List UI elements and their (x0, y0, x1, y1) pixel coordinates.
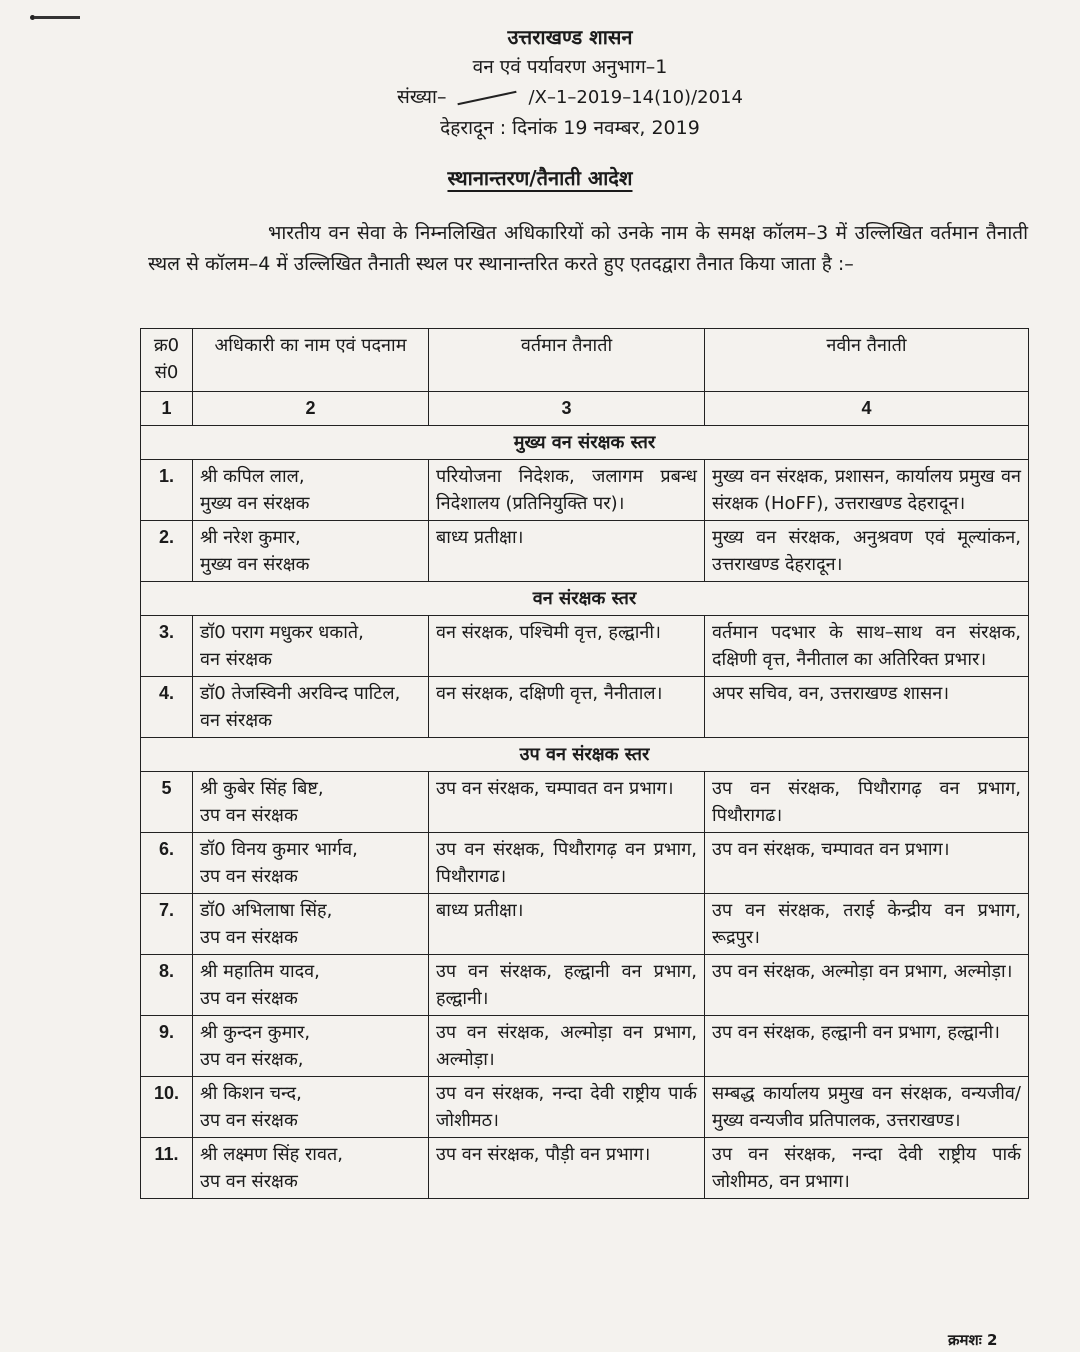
officer-designation: उप वन संरक्षक, (200, 1049, 304, 1070)
row-current-posting: उप वन संरक्षक, पिथौरागढ़ वन प्रभाग, पिथौरागढ। (429, 833, 705, 894)
row-sn: 1. (141, 460, 193, 521)
department-name: वन एवं पर्यावरण अनुभाग–1 (472, 56, 668, 78)
table-row (141, 894, 1029, 955)
row-officer (193, 1138, 429, 1199)
row-officer (193, 833, 429, 894)
officer-designation: उप वन संरक्षक (200, 988, 298, 1009)
header-name: अधिकारी का नाम एवं पदनाम (193, 329, 429, 392)
row-sn: 10. (141, 1077, 193, 1138)
row-new-posting: सम्बद्ध कार्यालय प्रमुख वन संरक्षक, वन्यजीव/मुख्य वन्यजीव प्रतिपालक, उत्तराखण्ड। (705, 1077, 1029, 1138)
officer-name: श्री लक्ष्मण सिंह रावत, (200, 1144, 343, 1165)
table-row (141, 772, 1029, 833)
row-current-posting: बाध्य प्रतीक्षा। (429, 521, 705, 582)
row-new-posting: वर्तमान पदभार के साथ–साथ वन संरक्षक, दक्षिणी वृत्त, नैनीताल का अतिरिक्त प्रभार। (705, 616, 1029, 677)
officer-name: डॉ0 तेजस्विनी अरविन्द पाटिल, (200, 683, 401, 704)
row-new-posting: मुख्य वन संरक्षक, अनुश्रवण एवं मूल्यांकन, उत्तराखण्ड देहरादून। (705, 521, 1029, 582)
table-header-row (141, 329, 1029, 392)
row-officer (193, 677, 429, 738)
officer-name: श्री नरेश कुमार, (200, 527, 301, 548)
row-new-posting: उप वन संरक्षक, चम्पावत वन प्रभाग। (705, 833, 1029, 894)
header-new: नवीन तैनाती (705, 329, 1029, 392)
table-row (141, 677, 1029, 738)
date-line: देहरादून : दिनांक 19 नवम्बर, 2019 (440, 117, 700, 139)
row-officer (193, 772, 429, 833)
officer-designation: उप वन संरक्षक (200, 927, 298, 948)
col-number: 4 (705, 392, 1029, 426)
officer-designation: उप वन संरक्षक (200, 805, 298, 826)
row-officer (193, 894, 429, 955)
transfer-table (140, 328, 1029, 1199)
officer-designation: वन संरक्षक (200, 710, 272, 731)
document-header (300, 22, 840, 143)
officer-designation: उप वन संरक्षक (200, 1110, 298, 1131)
row-sn: 9. (141, 1016, 193, 1077)
row-current-posting: बाध्य प्रतीक्षा। (429, 894, 705, 955)
number-label: संख्या– (397, 86, 447, 108)
section-row (141, 738, 1029, 772)
row-officer (193, 460, 429, 521)
row-current-posting: परियोजना निदेशक, जलागम प्रबन्ध निदेशालय (प्रतिनियुक्ति पर)। (429, 460, 705, 521)
row-officer (193, 1077, 429, 1138)
row-officer (193, 616, 429, 677)
row-current-posting: उप वन संरक्षक, चम्पावत वन प्रभाग। (429, 772, 705, 833)
corner-mark (34, 16, 80, 19)
row-sn: 11. (141, 1138, 193, 1199)
row-new-posting: उप वन संरक्षक, नन्दा देवी राष्ट्रीय पार्क जोशीमठ, वन प्रभाग। (705, 1138, 1029, 1199)
number-blank (457, 91, 516, 105)
officer-name: श्री कपिल लाल, (200, 466, 305, 487)
row-sn: 4. (141, 677, 193, 738)
officer-designation: मुख्य वन संरक्षक (200, 554, 310, 575)
table-row (141, 616, 1029, 677)
table-row (141, 1077, 1029, 1138)
row-officer (193, 955, 429, 1016)
column-number-row (141, 392, 1029, 426)
section-row (141, 426, 1029, 460)
header-current: वर्तमान तैनाती (429, 329, 705, 392)
table-row (141, 521, 1029, 582)
reference-number (300, 82, 840, 113)
row-current-posting: उप वन संरक्षक, नन्दा देवी राष्ट्रीय पार्क जोशीमठ। (429, 1077, 705, 1138)
officer-designation: मुख्य वन संरक्षक (200, 493, 310, 514)
row-current-posting: उप वन संरक्षक, अल्मोड़ा वन प्रभाग, अल्मोड़ा। (429, 1016, 705, 1077)
row-sn: 7. (141, 894, 193, 955)
officer-name: श्री कुन्दन कुमार, (200, 1022, 311, 1043)
row-sn: 6. (141, 833, 193, 894)
row-new-posting: उप वन संरक्षक, पिथौरागढ़ वन प्रभाग, पिथौरागढ। (705, 772, 1029, 833)
table-row (141, 1016, 1029, 1077)
section-title: मुख्य वन संरक्षक स्तर (141, 426, 1029, 460)
table-row (141, 460, 1029, 521)
row-officer (193, 1016, 429, 1077)
row-new-posting: उप वन संरक्षक, तराई केन्द्रीय वन प्रभाग, रूद्रपुर। (705, 894, 1029, 955)
row-current-posting: उप वन संरक्षक, हल्द्वानी वन प्रभाग, हल्द्वानी। (429, 955, 705, 1016)
row-sn: 5 (141, 772, 193, 833)
header-sn: क्र0 सं0 (141, 329, 193, 392)
row-current-posting: वन संरक्षक, पश्चिमी वृत्त, हल्द्वानी। (429, 616, 705, 677)
intro-paragraph: भारतीय वन सेवा के निम्नलिखित अधिकारियों को उनके नाम के समक्ष कॉलम–3 में उल्लिखित वर्तमान तैनाती स्थल से कॉलम–4 में उल्लिखित तैनाती स्थल पर स्थानान्तरित करते हुए एतदद्वारा तैनात किया जाता है :– (148, 222, 1028, 275)
row-new-posting: उप वन संरक्षक, हल्द्वानी वन प्रभाग, हल्द्वानी। (705, 1016, 1029, 1077)
row-officer (193, 521, 429, 582)
officer-name: श्री कुबेर सिंह बिष्ट, (200, 778, 324, 799)
section-row (141, 582, 1029, 616)
row-current-posting: वन संरक्षक, दक्षिणी वृत्त, नैनीताल। (429, 677, 705, 738)
officer-name: डॉ0 पराग मधुकर धकाते, (200, 622, 364, 643)
section-title: उप वन संरक्षक स्तर (141, 738, 1029, 772)
col-number: 1 (141, 392, 193, 426)
continued-note: क्रमशः 2 (948, 1331, 998, 1349)
row-sn: 2. (141, 521, 193, 582)
row-sn: 8. (141, 955, 193, 1016)
row-new-posting: उप वन संरक्षक, अल्मोड़ा वन प्रभाग, अल्मोड़ा। (705, 955, 1029, 1016)
officer-designation: वन संरक्षक (200, 649, 272, 670)
table-row (141, 1138, 1029, 1199)
officer-designation: उप वन संरक्षक (200, 866, 298, 887)
government-name: उत्तराखण्ड शासन (507, 25, 633, 49)
row-new-posting: मुख्य वन संरक्षक, प्रशासन, कार्यालय प्रमुख वन संरक्षक (HoFF), उत्तराखण्ड देहरादून। (705, 460, 1029, 521)
col-number: 3 (429, 392, 705, 426)
officer-name: डॉ0 अभिलाषा सिंह, (200, 900, 333, 921)
col-number: 2 (193, 392, 429, 426)
officer-name: डॉ0 विनय कुमार भार्गव, (200, 839, 358, 860)
number-value: /X–1–2019–14(10)/2014 (528, 87, 743, 108)
row-current-posting: उप वन संरक्षक, पौड़ी वन प्रभाग। (429, 1138, 705, 1199)
row-sn: 3. (141, 616, 193, 677)
table-row (141, 833, 1029, 894)
officer-name: श्री महातिम यादव, (200, 961, 320, 982)
table-row (141, 955, 1029, 1016)
order-title: स्थानान्तरण/तैनाती आदेश (447, 166, 633, 190)
officer-name: श्री किशन चन्द, (200, 1083, 302, 1104)
section-title: वन संरक्षक स्तर (141, 582, 1029, 616)
officer-designation: उप वन संरक्षक (200, 1171, 298, 1192)
row-new-posting: अपर सचिव, वन, उत्तराखण्ड शासन। (705, 677, 1029, 738)
